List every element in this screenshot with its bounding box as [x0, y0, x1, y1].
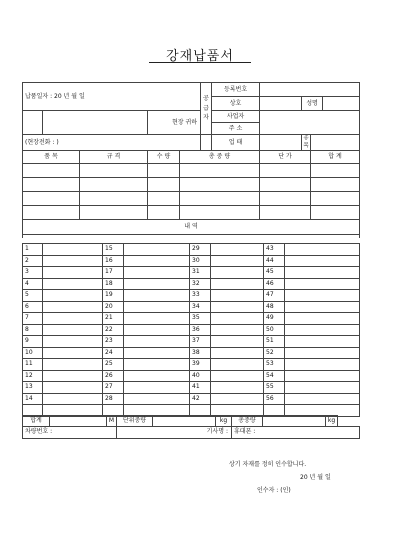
- unit-weight-label: 단위중량: [117, 415, 153, 426]
- detail-row-number: 11: [23, 359, 43, 371]
- recipient-suffix: 현장 귀하: [148, 111, 201, 135]
- detail-row-value[interactable]: [43, 336, 103, 348]
- detail-row-value[interactable]: [285, 313, 360, 325]
- detail-row-number: 27: [103, 382, 124, 394]
- detail-row-value[interactable]: [211, 290, 264, 302]
- detail-row-value[interactable]: [43, 393, 103, 405]
- business-type-label: 업 태: [212, 135, 260, 151]
- supplier-label: [201, 83, 212, 135]
- detail-row-number: 39: [190, 359, 211, 371]
- detail-row-value[interactable]: [285, 370, 360, 382]
- detail-row-number: 49: [264, 313, 285, 325]
- detail-row-value[interactable]: [124, 347, 190, 359]
- detail-row-value[interactable]: [211, 313, 264, 325]
- vehicle-number[interactable]: 차량번호 :: [23, 426, 117, 438]
- detail-row-number: 30: [190, 255, 211, 267]
- detail-row-value[interactable]: [211, 301, 264, 313]
- detail-row-value[interactable]: [211, 382, 264, 394]
- column-header-spec: 규 격: [80, 151, 148, 164]
- detail-row-value[interactable]: [124, 313, 190, 325]
- receipt-date: 20 년 월 일: [300, 474, 331, 481]
- detail-row-number: 35: [190, 313, 211, 325]
- detail-row-value[interactable]: [285, 336, 360, 348]
- detail-row-value[interactable]: [124, 278, 190, 290]
- detail-row-number: 28: [103, 393, 124, 405]
- detail-row-value[interactable]: [43, 267, 103, 279]
- spacer-row: [23, 235, 360, 238]
- detail-row-value[interactable]: [124, 244, 190, 256]
- detail-row-number: 14: [23, 393, 43, 405]
- detail-row-value[interactable]: [43, 301, 103, 313]
- detail-row-value[interactable]: [211, 393, 264, 405]
- detail-row-number: 8: [23, 324, 43, 336]
- detail-row-number: 22: [103, 324, 124, 336]
- detail-row-number: 52: [264, 347, 285, 359]
- detail-row-number: 43: [264, 244, 285, 256]
- detail-row[interactable]: [23, 347, 360, 359]
- total-weight-value[interactable]: [263, 415, 326, 426]
- detail-row-number: 32: [190, 278, 211, 290]
- registration-no-label: 등록번호: [212, 83, 260, 97]
- detail-row[interactable]: [23, 301, 360, 313]
- detail-row-value[interactable]: [285, 290, 360, 302]
- detail-row-value[interactable]: [124, 336, 190, 348]
- recipient-name[interactable]: [43, 111, 148, 135]
- detail-row-value[interactable]: [211, 370, 264, 382]
- detail-row-number: 40: [190, 370, 211, 382]
- blank-cell: [338, 415, 360, 426]
- blank-cell: [201, 135, 212, 151]
- unit-m: M: [107, 415, 117, 426]
- detail-row-value[interactable]: [124, 359, 190, 371]
- supplier-label-3: 자: [203, 114, 209, 122]
- unit-weight-value[interactable]: [153, 415, 216, 426]
- detail-row-number: 5: [23, 290, 43, 302]
- document-title: 강재납품서: [166, 49, 234, 64]
- detail-row-value[interactable]: [211, 347, 264, 359]
- detail-row-number: 12: [23, 370, 43, 382]
- company-label: 상호: [212, 97, 260, 111]
- detail-row[interactable]: [23, 393, 360, 405]
- detail-row-number: 18: [103, 278, 124, 290]
- detail-row-value[interactable]: [285, 359, 360, 371]
- receiver-signature: 인수자 : (인): [257, 487, 291, 494]
- detail-row-number: 25: [103, 359, 124, 371]
- totals-length-value[interactable]: [50, 415, 107, 426]
- detail-row-value[interactable]: [211, 278, 264, 290]
- supplier-label-1: 공: [203, 95, 209, 103]
- detail-row-number: 26: [103, 370, 124, 382]
- column-header-total-weight: 총 중 량: [180, 151, 260, 164]
- detail-row-number: 42: [190, 393, 211, 405]
- address-value[interactable]: [260, 111, 360, 135]
- detail-row-value[interactable]: [124, 255, 190, 267]
- detail-row-number: 19: [103, 290, 124, 302]
- detail-row-value[interactable]: [124, 382, 190, 394]
- detail-row-value[interactable]: [285, 244, 360, 256]
- detail-row-value[interactable]: [124, 267, 190, 279]
- item-row[interactable]: [23, 206, 360, 220]
- detail-row-number: 51: [264, 336, 285, 348]
- detail-row-value[interactable]: [124, 301, 190, 313]
- detail-row[interactable]: [23, 336, 360, 348]
- detail-row-number: 38: [190, 347, 211, 359]
- detail-row-number: 17: [103, 267, 124, 279]
- address-label-1: 사업자: [212, 111, 260, 123]
- detail-row-number: 21: [103, 313, 124, 325]
- detail-row-value[interactable]: [43, 278, 103, 290]
- detail-row-number: 4: [23, 278, 43, 290]
- detail-row-number: 9: [23, 336, 43, 348]
- detail-row-number: 7: [23, 313, 43, 325]
- detail-row-number: 13: [23, 382, 43, 394]
- detail-row-value[interactable]: [43, 255, 103, 267]
- item-type-label: 종 목: [303, 135, 309, 149]
- detail-row[interactable]: [23, 290, 360, 302]
- item-type-value[interactable]: [311, 135, 360, 151]
- site-phone: (현장전화 : ): [23, 135, 201, 151]
- detail-row-number: 46: [264, 278, 285, 290]
- detail-row[interactable]: [23, 370, 360, 382]
- column-header-qty: 수 량: [148, 151, 180, 164]
- mobile-phone[interactable]: 휴대폰 :: [232, 426, 360, 438]
- detail-row-number: 15: [103, 244, 124, 256]
- detail-row-value[interactable]: [43, 290, 103, 302]
- detail-row[interactable]: [23, 313, 360, 325]
- detail-row-number: 1: [23, 244, 43, 256]
- detail-row-number: 33: [190, 290, 211, 302]
- detail-row-value[interactable]: [124, 393, 190, 405]
- detail-row-number: 45: [264, 267, 285, 279]
- delivery-form-table: [22, 82, 360, 238]
- detail-row-value[interactable]: [211, 359, 264, 371]
- detail-row[interactable]: [23, 267, 360, 279]
- detail-row-number: 41: [190, 382, 211, 394]
- registration-no-value[interactable]: [260, 83, 360, 97]
- supplier-label-2: 급: [203, 104, 209, 112]
- detail-row-value[interactable]: [211, 267, 264, 279]
- name-label: 성명: [302, 97, 323, 111]
- unit-kg: kg: [216, 415, 232, 426]
- detail-row-number: 23: [103, 336, 124, 348]
- detail-row-number: 3: [23, 267, 43, 279]
- detail-row-value[interactable]: [124, 370, 190, 382]
- total-weight-label: 총중량: [232, 415, 263, 426]
- detail-row-value[interactable]: [43, 244, 103, 256]
- detail-row-value[interactable]: [211, 244, 264, 256]
- detail-row-value[interactable]: [285, 393, 360, 405]
- detail-row-value[interactable]: [43, 347, 103, 359]
- detail-row-number: 50: [264, 324, 285, 336]
- business-type-value[interactable]: [260, 135, 302, 151]
- detail-row-number: 10: [23, 347, 43, 359]
- item-row[interactable]: [23, 192, 360, 206]
- detail-row[interactable]: [23, 255, 360, 267]
- address-label-2: 주 소: [212, 123, 260, 135]
- detail-row-value[interactable]: [285, 347, 360, 359]
- company-value[interactable]: [260, 97, 302, 111]
- recipient-left-blank: [23, 111, 43, 135]
- unit-kg-2: kg: [326, 415, 338, 426]
- totals-label: 합계: [23, 415, 50, 426]
- detail-row-number: 44: [264, 255, 285, 267]
- detail-row-value[interactable]: [285, 301, 360, 313]
- item-row[interactable]: [23, 164, 360, 178]
- column-header-unit-price: 단 가: [260, 151, 311, 164]
- detail-row-value[interactable]: [124, 290, 190, 302]
- column-header-item: 품 목: [23, 151, 80, 164]
- detail-row-number: 20: [103, 301, 124, 313]
- detail-row-value[interactable]: [285, 267, 360, 279]
- detail-row-value[interactable]: [43, 324, 103, 336]
- detail-row-number: 36: [190, 324, 211, 336]
- detail-row-number: 47: [264, 290, 285, 302]
- detail-row-value[interactable]: [285, 324, 360, 336]
- detail-row-value[interactable]: [211, 255, 264, 267]
- detail-row[interactable]: [23, 324, 360, 336]
- detail-row-value[interactable]: [43, 313, 103, 325]
- detail-row-number: 29: [190, 244, 211, 256]
- detail-row[interactable]: [23, 359, 360, 371]
- detail-row-number: 55: [264, 382, 285, 394]
- detail-row-number: 54: [264, 370, 285, 382]
- detail-row-number: 34: [190, 301, 211, 313]
- detail-row-number: 37: [190, 336, 211, 348]
- detail-row[interactable]: [23, 244, 360, 256]
- detail-row[interactable]: [23, 382, 360, 394]
- detail-row-value[interactable]: [285, 382, 360, 394]
- detail-row-value[interactable]: [43, 370, 103, 382]
- detail-row-value[interactable]: [211, 324, 264, 336]
- detail-section-label: 내 역: [23, 220, 360, 235]
- detail-row-number: 24: [103, 347, 124, 359]
- detail-row-value[interactable]: [285, 255, 360, 267]
- detail-row-value[interactable]: [285, 278, 360, 290]
- detail-row-number: 6: [23, 301, 43, 313]
- delivery-date: 납품일자 : 20 년 월 일: [23, 83, 201, 111]
- name-value[interactable]: [323, 97, 360, 111]
- detail-row-number: 31: [190, 267, 211, 279]
- detail-row-number: 48: [264, 301, 285, 313]
- detail-grid: [22, 243, 360, 417]
- detail-row-value[interactable]: [124, 324, 190, 336]
- detail-row-number: 56: [264, 393, 285, 405]
- column-header-sum: 합 계: [311, 151, 360, 164]
- title-underline: [149, 62, 251, 63]
- item-row[interactable]: [23, 178, 360, 192]
- detail-row-value[interactable]: [211, 336, 264, 348]
- detail-row[interactable]: [23, 278, 360, 290]
- driver-name[interactable]: 기사명 :: [117, 426, 232, 438]
- receipt-statement: 상기 자재를 정히 인수합니다.: [229, 461, 307, 468]
- detail-row-value[interactable]: [43, 359, 103, 371]
- item-rows: [23, 164, 360, 220]
- detail-row-value[interactable]: [43, 382, 103, 394]
- detail-row-number: 2: [23, 255, 43, 267]
- detail-row-number: 16: [103, 255, 124, 267]
- totals-table: [22, 411, 360, 439]
- detail-row-number: 53: [264, 359, 285, 371]
